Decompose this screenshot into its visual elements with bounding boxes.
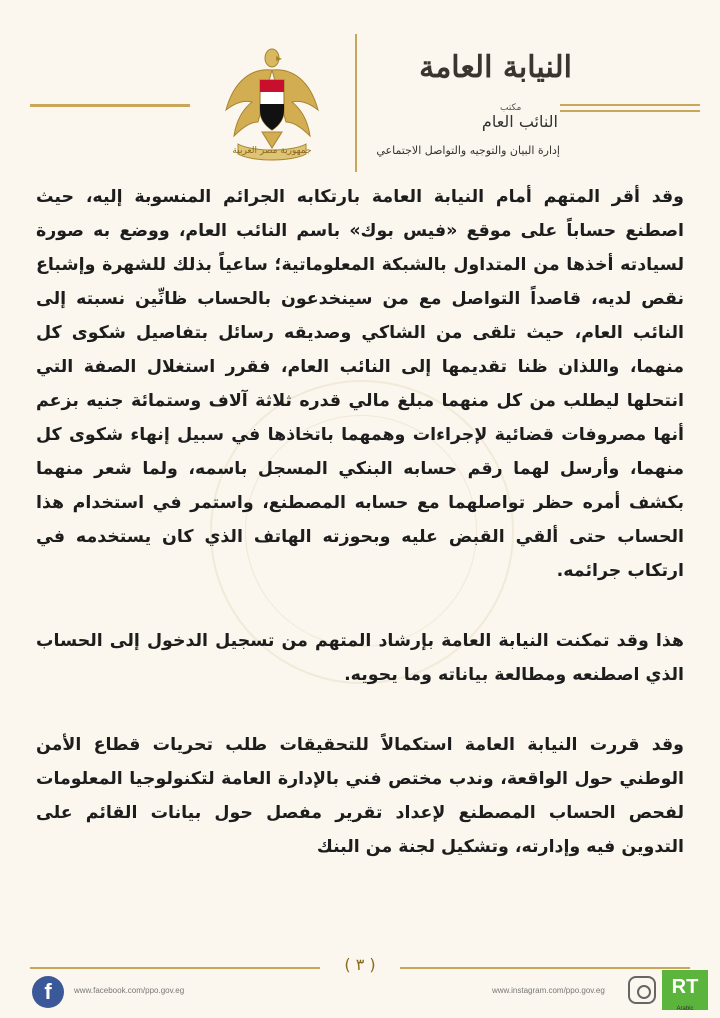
- header-subtitle: النائب العام: [481, 112, 558, 131]
- facebook-icon: f: [32, 976, 64, 1008]
- emblem-scroll-label: جمهورية مصر العربية: [232, 146, 312, 156]
- facebook-url: www.facebook.com/ppo.gov.eg: [74, 986, 185, 995]
- header-sub-small: مكتب: [500, 103, 522, 113]
- paragraph: وقد قررت النيابة العامة استكمالاً للتحقيقات طلب تحريات قطاع الأمن الوطني حول الواقعة، وندب مختص فني بالإدارة العامة لتكنولوجيا المعلومات لفحص الحساب المصطنع لإعداد تقرير مفصل حول بيانات القائم على التدوين فيه وإدارته، وتشكيل لجنة من البنك: [36, 735, 684, 857]
- header-department: إدارة البيان والتوجيه والتواصل الاجتماعي: [376, 144, 560, 157]
- paragraph: هذا وقد تمكنت النيابة العامة بإرشاد المتهم من تسجيل الدخول إلى الحساب الذي اصطنعه ومطالعة بياناته وما يحويه.: [36, 631, 684, 685]
- rt-logo-subtitle: Arabic: [676, 1006, 694, 1012]
- footer-divider-left: [30, 967, 320, 969]
- footer-divider-right: [400, 967, 690, 969]
- header-divider-right-top: [560, 104, 700, 106]
- document-body: [36, 180, 684, 864]
- header-vertical-divider: [355, 34, 357, 172]
- paragraph: وقد أقر المتهم أمام النيابة العامة بارتكابه الجرائم المنسوبة إليه، حيث اصطنع حساباً على موقع «فيس بوك» باسم النائب العام، ووضع به صورة لسيادته أخذها من المتداول بالشبكة المعلوماتية؛ ساعياً بذلك للشهرة وإشباع نقص لديه، قاصداً التواصل مع من سينخدعون بالحساب ظانِّين نسبته إلى النائب العام، حيث تلقى من الشاكي وصديقه رسائل بتفاصيل شكوى كل منهما، واللذان ظنا تقديمها إلى النائب العام، فقرر استغلال الصفة التي انتحلها ليطلب من كل منهما مبلغ مالي قدره ثلاثة آلاف وستمائة جنيه بزعم أنها مصروفات قضائية لإجراءات وهمهما باتخاذها في سبيل إنهاء شكوى كل منهما، وأرسل لهما رقم حسابه البنكي المسجل باسمه، ولما شعر منهما بكشف أمره حظر تواصلهما مع حسابه المصطنع، واستمر في استخدام هذا الحساب حتى ألقي القبض عليه وبحوزته الهاتف الذي كان يستخدمه في ارتكاب جرائمه.: [36, 187, 684, 581]
- rt-logo: RT: [662, 970, 708, 1010]
- header-title: النيابة العامة: [419, 50, 572, 85]
- header-divider-left: [30, 104, 190, 107]
- header-divider-right-bottom: [560, 110, 700, 112]
- instagram-icon: [628, 976, 656, 1004]
- instagram-url: www.instagram.com/ppo.gov.eg: [492, 986, 605, 995]
- page-number: ( ٣ ): [344, 955, 376, 974]
